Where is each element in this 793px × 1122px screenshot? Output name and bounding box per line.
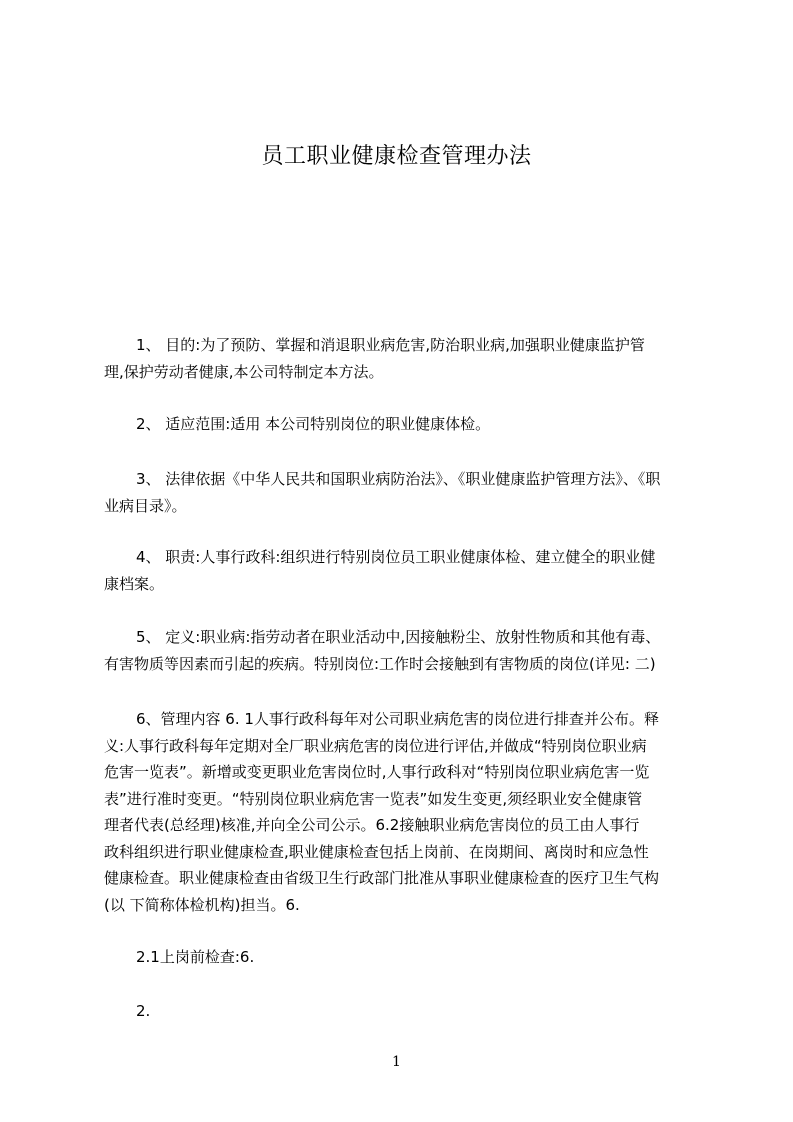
- paragraph-line: 理,保护劳动者健康,本公司特制定本方法。: [104, 362, 384, 381]
- paragraph-scope: [104, 411, 700, 438]
- paragraph-purpose: [104, 332, 700, 385]
- paragraph-line: 业病目录》。: [104, 496, 187, 515]
- paragraph-line: 2、 适应范围:适用 本公司特别岗位的职业健康体检。: [136, 415, 491, 433]
- paragraph-line: 6、管理内容 6. 1人事行政科每年对公司职业病危害的岗位进行排查并公布。释: [136, 710, 659, 728]
- paragraph-pre-employment: [104, 944, 700, 971]
- paragraph-line: 1、 目的:为了预防、掌握和消退职业病危害,防治职业病,加强职业健康监护管: [136, 336, 645, 354]
- paragraph-line: 4、 职责:人事行政科:组织进行特别岗位员工职业健康体检、建立健全的职业健: [136, 548, 656, 566]
- paragraph-line: 康档案。: [104, 574, 165, 593]
- paragraph-line: 2.1上岗前检查:6.: [136, 948, 255, 966]
- paragraph-line: 表”进行准时变更。“特别岗位职业病危害一览表”如发生变更,须经职业安全健康管: [104, 789, 643, 808]
- paragraph-line: 有害物质等因素而引起的疾病。特别岗位:工作时会接触到有害物质的岗位(详见: 二): [104, 654, 656, 673]
- paragraph-section-2: [104, 998, 700, 1025]
- paragraph-line: 政科组织进行职业健康检查,职业健康检查包括上岗前、在岗期间、离岗时和应急性: [104, 842, 649, 861]
- paragraph-definitions: [104, 624, 700, 677]
- paragraph-line: 义:人事行政科每年定期对全厂职业病危害的岗位进行评估,并做成“特别岗位职业病: [104, 736, 647, 755]
- page-number: 1: [392, 1054, 401, 1070]
- paragraph-management: [104, 706, 700, 918]
- paragraph-line: 2.: [136, 1002, 151, 1020]
- paragraph-line: 理者代表(总经理)核准,并向全公司公示。6.2接触职业病危害岗位的员工由人事行: [104, 816, 640, 834]
- paragraph-line: (以 下简称体检机构)担当。6.: [104, 895, 300, 914]
- paragraph-legal-basis: [104, 466, 700, 519]
- paragraph-responsibilities: [104, 544, 700, 597]
- paragraph-line: 健康检查。职业健康检查由省级卫生行政部门批准从事职业健康检查的医疗卫生气构: [104, 869, 660, 887]
- paragraph-line: 5、 定义:职业病:指劳动者在职业活动中,因接触粉尘、放射性物质和其他有毒、: [136, 628, 661, 646]
- paragraph-line: 危害一览表”。新增或变更职业危害岗位时,人事行政科对“特别岗位职业病危害一览: [104, 763, 650, 781]
- document-title: 员工职业健康检查管理办法: [261, 144, 532, 169]
- paragraph-line: 3、 法律依据《中华人民共和国职业病防治法》、《职业健康监护管理方法》、《职: [136, 470, 661, 488]
